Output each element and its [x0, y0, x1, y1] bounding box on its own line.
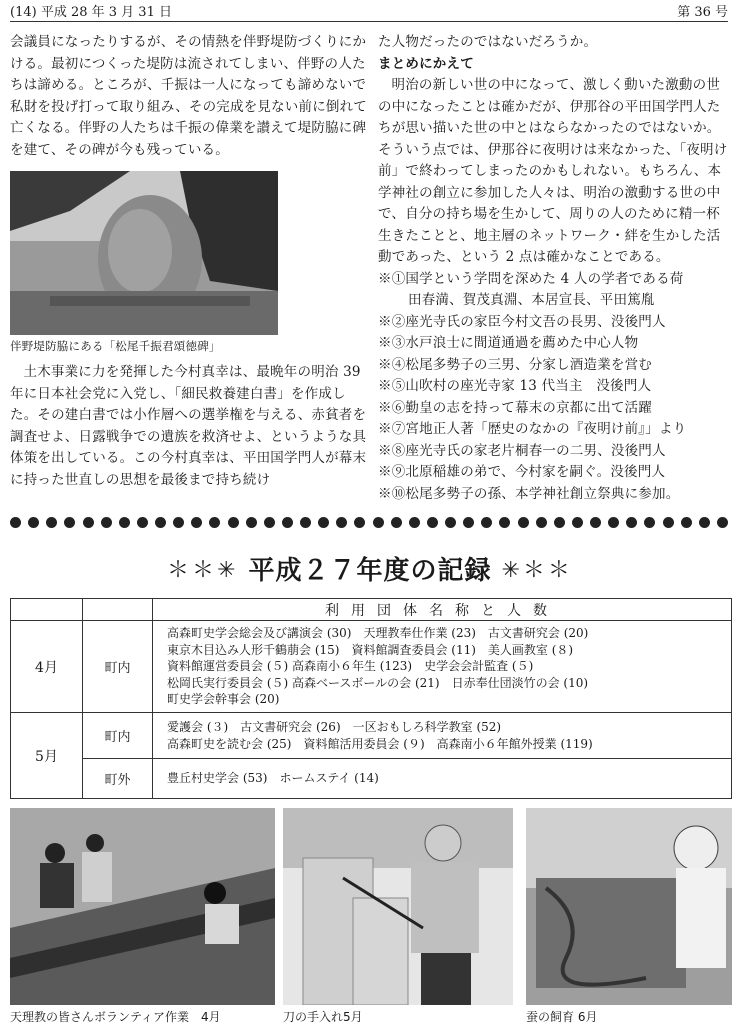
divider-dot — [137, 517, 148, 528]
place-cell: 町内 — [83, 621, 153, 713]
footnote: ※⑩松尾多勢子の孫、本学神社創立祭典に参加。 — [378, 485, 680, 502]
divider-dot — [608, 517, 619, 528]
right-paragraph-2: 明治の新しい世の中になって、激しく動いた激動の世の中になったことは確かだが、伊那谷の平田国学門人たちが思い描いた世の中とはならなかったのではないか。そういう点では、伊那谷に夜明けは来なかった、「夜明け前」で終わってしまったのかもしれない。もちろん、本学神社の創立に参加した人々は、明治の激動する世の中で、自分の持ち場を生かして、周りの人のために精一杯生きたことと、地主層のネットワーク・絆を生かした活動であった、という 2 点は確かなことである。 — [378, 77, 728, 265]
divider-dot — [101, 517, 112, 528]
divider-dot — [336, 517, 347, 528]
month-cell: 4月 — [11, 621, 83, 713]
silkworm-photo — [526, 808, 732, 1005]
section-heading: まとめにかえて — [378, 55, 474, 72]
divider-dot — [644, 517, 655, 528]
record-title-block — [0, 546, 740, 590]
divider-dot — [318, 517, 329, 528]
groups-cell: 豊丘村史学会 (53) ホームステイ (14) — [153, 759, 732, 799]
divider-dot — [64, 517, 75, 528]
footnote: ※⑧座光寺氏の家老片桐春一の二男、没後門人 — [378, 442, 666, 459]
footnote: ※②座光寺氏の家臣今村文吾の長男、没後門人 — [378, 313, 666, 330]
monument-photo — [10, 171, 278, 335]
header-empty-cell — [83, 599, 153, 621]
divider-dot — [264, 517, 275, 528]
header-empty-cell — [11, 599, 83, 621]
divider-dot — [10, 517, 21, 528]
record-title: 平成２７年度の記録 — [248, 555, 492, 586]
right-column — [378, 32, 730, 505]
divider-dot — [173, 517, 184, 528]
photo-strip — [10, 808, 732, 1024]
divider-dot — [300, 517, 311, 528]
monument-photo-caption: 伴野堤防脇にある「松尾千振君頌徳碑」 — [10, 339, 221, 353]
divider-dot — [518, 517, 529, 528]
divider-dot — [46, 517, 57, 528]
divider-dot — [155, 517, 166, 528]
divider-dot — [626, 517, 637, 528]
photo-caption-1: 天理教の皆さんボランティア作業 4月 — [10, 1010, 221, 1024]
footnote: ※③水戸浪士に間道通過を薦めた中心人物 — [378, 335, 639, 351]
table-row — [11, 621, 732, 713]
divider-dot — [663, 517, 674, 528]
table-header-row — [11, 599, 732, 621]
divider-dot — [354, 517, 365, 528]
footnote: ※④松尾多勢子の三男、分家し酒造業を営む — [378, 356, 652, 373]
dotted-divider — [10, 515, 728, 529]
divider-dot — [463, 517, 474, 528]
footnote: ※⑤山吹村の座光寺家 13 代当主 没後門人 — [378, 378, 652, 394]
groups-cell: 高森町史学会総会及び講演会 (30) 天理教奉仕作業 (23) 古文書研究会 (20) 東京木目込み人形千鶴萠会 (15) 資料館調査委員会 (11) 美人画教室 (８) 資料館運営委員会 (５) 高森南小６年生 (123) 史学会会計監査 (５) 松岡氏実行委員会 (５) 高森ベースボールの会 (21) 日赤奉仕団淡竹の会 (10) 町史学会幹事会 (20) — [153, 621, 732, 713]
footnote: ※⑥勤皇の志を持って幕末の京都に出て活躍 — [378, 399, 652, 416]
divider-dot — [391, 517, 402, 528]
volunteer-photo — [10, 808, 275, 1005]
divider-dot — [373, 517, 384, 528]
footnotes — [378, 269, 730, 506]
table-row — [11, 759, 732, 799]
table-row — [11, 713, 732, 759]
divider-dot — [209, 517, 220, 528]
header-date: (14) 平成 28 年 3 月 31 日 — [10, 5, 172, 20]
sword-care-photo — [283, 808, 513, 1005]
divider-dot — [536, 517, 547, 528]
divider-dot — [119, 517, 130, 528]
left-paragraph-2: 土木事業に力を発揮した今村真幸は、最晩年の明治 39 年に日本社会党に入党し、「細民救養建白書」を作成した。その建白書では小作層への選挙権を与える、赤貧者を調査せよ、日露戦争での遺族を救済せよ、というような具体策を出している。この今村真幸は、平田国学門人が幕末に持った世直しの思想を最後まで持ち続け — [10, 364, 367, 488]
header-issue: 第 36 号 — [677, 5, 728, 20]
footnote: ※①国学という学問を深めた 4 人の学者である荷 田春満、賀茂真淵、本居宣長、平田篤胤 — [378, 270, 684, 308]
divider-dot — [228, 517, 239, 528]
divider-dot — [717, 517, 728, 528]
divider-dot — [28, 517, 39, 528]
photo-caption-3: 蚕の飼育 6月 — [526, 1010, 598, 1024]
star-ornament-left: ＊＊✳ — [167, 557, 239, 583]
divider-dot — [409, 517, 420, 528]
divider-dot — [83, 517, 94, 528]
right-paragraph-1: た人物だったのではないだろうか。 — [378, 34, 598, 50]
table-header: 利用団体名称と人数 — [153, 599, 732, 621]
place-cell: 町外 — [83, 759, 153, 799]
divider-dot — [246, 517, 257, 528]
footnote: ※⑨北原稲雄の弟で、今村家を嗣ぐ。没後門人 — [378, 464, 666, 480]
divider-dot — [681, 517, 692, 528]
left-column — [10, 32, 368, 491]
divider-dot — [590, 517, 601, 528]
photo-caption-2: 刀の手入れ5月 — [283, 1010, 363, 1024]
divider-dot — [445, 517, 456, 528]
divider-dot — [191, 517, 202, 528]
divider-dot — [499, 517, 510, 528]
divider-dot — [282, 517, 293, 528]
divider-dot — [699, 517, 710, 528]
star-ornament-right: ✳＊＊ — [501, 557, 573, 583]
place-cell: 町内 — [83, 713, 153, 759]
usage-record-table — [10, 598, 732, 799]
footnote: ※⑦宮地正人著「歴史のなかの『夜明け前』」より — [378, 421, 687, 437]
divider-dot — [427, 517, 438, 528]
groups-cell: 愛護会 (３) 古文書研究会 (26) 一区おもしろ科学教室 (52) 高森町史を読む会 (25) 資料館活用委員会 (９) 高森南小６年館外授業 (119) — [153, 713, 732, 759]
left-paragraph-1: 会議員になったりするが、その情熱を伴野堤防づくりにかける。最初につくった堤防は流されてしまい、伴野の人たちは諦める。ところが、千振は一人になっても諦めないで私財を投げ打って取り組み、その完成を見ない前に倒れて亡くなる。伴野の人たちは千振の偉業を讃えて堤防脇に碑を建て、その碑が今も残っている。 — [10, 34, 368, 158]
divider-dot — [554, 517, 565, 528]
divider-dot — [572, 517, 583, 528]
page-header — [10, 0, 728, 22]
month-cell: 5月 — [11, 713, 83, 799]
divider-dot — [481, 517, 492, 528]
